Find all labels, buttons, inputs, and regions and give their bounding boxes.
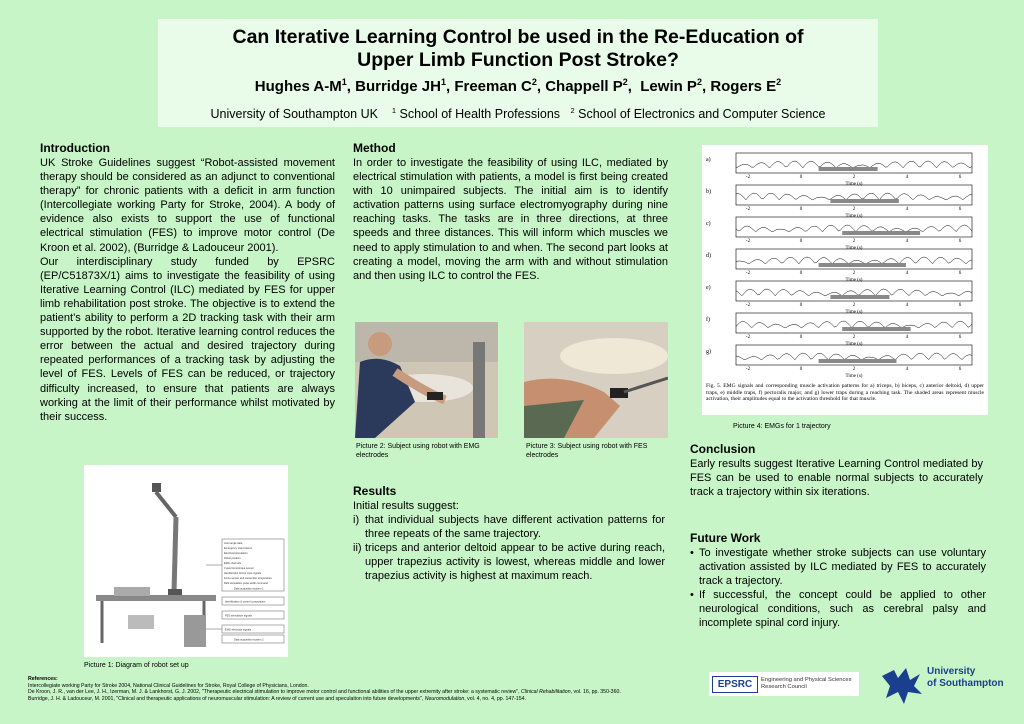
title-line-2: Upper Limb Function Post Stroke? [357, 49, 679, 71]
epsrc-name-line-2: Research Council [761, 684, 807, 690]
emg-tick-label: 2 [852, 239, 856, 244]
diagram-label: 3 axis force/torque sensor [224, 567, 254, 570]
reference-1: Intercollegiate working Party for Stroke 2004, National Clinical Guidelines for Stroke, Royal College of Physicians, London. [28, 682, 309, 689]
author-name: Burridge JH [355, 78, 441, 95]
method-section [353, 141, 668, 283]
future-work-item [690, 588, 986, 630]
robot-setup-diagram [84, 465, 288, 657]
emg-activation-area [842, 327, 910, 331]
emg-trace [736, 353, 972, 360]
diagram-label: Handle/wrist forces input signals [224, 572, 262, 575]
emg-trace [736, 225, 972, 232]
emg-tick-label: 2 [852, 367, 856, 372]
southampton-crest-icon [880, 664, 924, 706]
photo-emg-electrodes [355, 322, 498, 438]
emg-tick-label: 4 [905, 175, 909, 180]
emg-trace [736, 321, 972, 328]
diagram-label: FES stimulation pulse width command [224, 582, 268, 585]
introduction-paragraph-2: Our interdisciplinary study funded by EPSRC (EP/C51873X/1) aims to investigate the feasibility of using Iterative Learning Control (ILC) mediated by FES for upper limb rehabilitation post stroke. The objective is to extend the patient’s ability to perform a 2D tracking task with their arm supported by the robot. Iterative learning control reduces the error between the actual and desired trajectory during repeated performances of a tracking task by adjusting the level of FES. Levels of FES can be reduced, or trajectory difficulty increased, to ensure that patients are always working at the limit of their performance whilst motivated by their success. [40, 255, 335, 423]
future-work-list [690, 546, 986, 631]
emg-tick-label: 6 [958, 335, 962, 340]
picture-4-caption: Picture 4: EMGs for 1 trajectory [733, 423, 831, 430]
emg-tick-label: 0 [799, 367, 803, 372]
emg-tick-label: 4 [905, 303, 909, 308]
emg-panel-label: d) [706, 253, 711, 259]
emg-tick-label: 6 [958, 175, 962, 180]
diagram-label: Electrical stimulation [224, 552, 248, 555]
emg-time-label: Time (s) [845, 246, 863, 251]
emg-tick-label: 0 [799, 175, 803, 180]
affiliation-1: School of Health Professions [399, 107, 561, 122]
emg-activation-area [819, 359, 897, 363]
future-work-item-text: To investigate whether stroke subjects can use voluntary activation assisted by ILC mediated by FES to accurately track a trajectory. [699, 547, 986, 588]
title-block [158, 19, 878, 127]
emg-tick-label: 0 [799, 239, 803, 244]
emg-time-label: Time (s) [845, 182, 863, 187]
emg-time-label: Time (s) [845, 374, 863, 379]
emg-panel-label: g) [706, 349, 711, 355]
references [28, 676, 708, 702]
emg-tick-label: -2 [745, 271, 751, 276]
emg-panel-label: a) [706, 157, 711, 163]
results-intro: Initial results suggest: [353, 500, 459, 512]
author-separator: , [536, 78, 546, 95]
university-name: University of Southampton UK [210, 107, 378, 122]
emg-panel-label: b) [706, 189, 711, 195]
epsrc-name [761, 677, 859, 691]
reference-3-journal: Neuromodulation [424, 695, 465, 702]
author-affiliation-number: 2 [531, 77, 537, 87]
author-name: Rogers E [710, 78, 777, 95]
references-heading: References: [28, 676, 58, 682]
university-of-southampton-logo [880, 662, 1010, 706]
epsrc-name-line-1: Engineering and Physical Sciences [761, 677, 852, 683]
emg-tick-label: -2 [745, 207, 751, 212]
emg-tick-label: 2 [852, 303, 856, 308]
future-work-item [690, 546, 986, 588]
emg-tick-label: 6 [958, 207, 962, 212]
emg-tick-label: 0 [799, 207, 803, 212]
author-affiliation-number: 2 [776, 77, 782, 87]
emg-panel-label: f) [706, 317, 710, 323]
emg-tick-label: 4 [905, 335, 909, 340]
emg-activation-area [830, 295, 889, 299]
author-separator: , [627, 78, 641, 95]
diagram-label: EMG channels [224, 562, 242, 565]
reference-2-volume: , vol. 16, pp. 350-360. [570, 689, 621, 695]
results-heading: Results [353, 484, 397, 498]
results-item-marker: i) [353, 514, 360, 527]
photo-fes-svg [524, 322, 668, 438]
photo-emg-svg [355, 322, 498, 438]
author-affiliation-number: 2 [696, 77, 702, 87]
emg-activation-area [819, 263, 906, 267]
emg-tick-label: 4 [905, 271, 909, 276]
picture-2-caption: Picture 2: Subject using robot with EMG electrodes [356, 443, 480, 459]
emg-tick-label: -2 [745, 303, 751, 308]
emg-trace [736, 161, 972, 168]
university-wordmark [927, 666, 1017, 690]
author-name: Lewin P [640, 78, 697, 95]
emg-tick-label: 6 [958, 303, 962, 308]
emg-tick-label: -2 [745, 239, 751, 244]
results-section [353, 484, 665, 584]
affiliation-2: School of Electronics and Computer Science [578, 107, 826, 122]
author-separator: , [346, 78, 356, 95]
author-affiliation-number: 2 [622, 77, 628, 87]
aff2-number: 2 [570, 106, 575, 115]
reference-3-volume: , vol. 4, no. 4, pp. 147-154. [464, 695, 526, 702]
method-heading: Method [353, 141, 396, 155]
diagram-box-label: Identification & control computation [225, 600, 266, 604]
emg-figure-caption: Fig. 5. EMG signals and corresponding muscle activation patterns for a) triceps, b) biceps, c) anterior deltoid, d) upper traps, e) middle traps, f) pectoralis major, and g) lower traps during a reaching task. The shaded areas represent muscle activation, their amplitudes equal to the activation threshold for that muscle. [706, 383, 984, 403]
robot-diagram-svg [84, 465, 288, 657]
title-line-1: Can Iterative Learning Control be used in the Re-Education of [232, 26, 804, 48]
author-affiliation-number: 1 [440, 77, 446, 87]
emg-tick-label: -2 [745, 367, 751, 372]
emg-activation-area [830, 199, 898, 203]
future-work-section [690, 531, 986, 631]
epsrc-logo [709, 672, 859, 696]
future-work-heading: Future Work [690, 531, 761, 545]
author-separator: , [701, 78, 711, 95]
epsrc-mark: EPSRC [712, 676, 758, 693]
emg-tick-label: 2 [852, 335, 856, 340]
diagram-box-label: Data acquisition system 2 [234, 638, 264, 642]
results-list [353, 513, 665, 583]
results-item [353, 513, 665, 541]
emg-activation-area [842, 231, 920, 235]
results-item-text: that individual subjects have different activation patterns for three repeats of the same trajectory. [365, 514, 665, 541]
picture-3-caption: Picture 3: Subject using robot with FES electrodes [526, 443, 648, 459]
emg-trace [736, 193, 972, 200]
emg-figure-svg [702, 145, 988, 415]
results-item [353, 541, 665, 583]
introduction-section [40, 141, 335, 424]
diagram-label: Robot position [224, 557, 241, 560]
emg-tick-label: 6 [958, 367, 962, 372]
introduction-heading: Introduction [40, 141, 110, 155]
future-work-item-text: If successful, the concept could be applied to other neurological conditions, such as cerebral palsy and incomplete spinal cord injury. [699, 589, 986, 630]
results-item-text: triceps and anterior deltoid appear to be active during reach, upper trapezius activity is lowest, whereas middle and lower trapezius activity is highest at maximum reach. [365, 542, 665, 583]
emg-tick-label: 4 [905, 207, 909, 212]
emg-time-label: Time (s) [845, 278, 863, 283]
reference-2-journal: Clinical Rehabilitation [520, 689, 571, 695]
emg-trace [736, 289, 972, 296]
introduction-paragraph-1: UK Stroke Guidelines suggest “Robot-assisted movement therapy should be considered as an adjunct to conventional therapy” for chronic patients with a deficit in arm function (Intercollegiate working Party for Stroke, 2004). A body of evidence also exists to support the use of functional electrical stimulation (FES) to improve motor control (De Kroon et al. 2002), (Burridge & Ladouceur 2001). [40, 157, 335, 254]
emg-time-label: Time (s) [845, 310, 863, 315]
emg-tick-label: 2 [852, 207, 856, 212]
author-list [158, 73, 878, 96]
picture-1-caption: Picture 1: Diagram of robot set up [84, 662, 189, 669]
diagram-box-label: Data acquisition system 1 [234, 587, 264, 591]
affiliations [158, 103, 878, 122]
emg-panel-label: e) [706, 285, 711, 291]
emg-time-label: Time (s) [845, 214, 863, 219]
emg-figure [702, 145, 988, 415]
emg-tick-label: 2 [852, 175, 856, 180]
aff1-number: 1 [391, 106, 397, 115]
poster-title [158, 26, 878, 72]
author-affiliation-number: 1 [341, 77, 347, 87]
university-wordmark-line-2: of Southampton [927, 678, 1004, 689]
author-name: Chappell P [545, 78, 623, 95]
emg-activation-area [819, 167, 878, 171]
conclusion-section [690, 442, 983, 499]
diagram-label: Joint angle data [224, 542, 243, 545]
conclusion-heading: Conclusion [690, 442, 756, 456]
diagram-box-label: EMG electrode signals [225, 628, 252, 632]
diagram-label: Force sensor and transmitter temperature [224, 577, 272, 580]
emg-tick-label: 4 [905, 239, 909, 244]
method-paragraph: In order to investigate the feasibility of using ILC, mediated by electrical stimulation with patients, a model is first being created with 10 unimpaired subjects. The initial aim is to identify activation patterns using surface electromyography during nine reaching tasks. The tasks are in three directions, at three speeds and three distances. This will inform which muscles we need to apply stimulation to and when. The second part looks at creating a model, moving the arm with and without stimulation and then using ILC to control the FES. [353, 157, 668, 282]
author-separator: , [445, 78, 455, 95]
emg-tick-label: 6 [958, 239, 962, 244]
reference-2-text: De Kroon, J. R., van der Lee, J. H., Izerman, M. J. & Lankhorst, G. J. 2002, "Therapeutic electrical stimulation to improve motor control and functional abilities of the upper extremity after stroke: a systematic review", [28, 689, 520, 695]
photo-fes-electrodes [524, 322, 668, 438]
emg-tick-label: 2 [852, 271, 856, 276]
emg-panel-label: c) [706, 221, 711, 227]
author-name: Freeman C [454, 78, 532, 95]
emg-tick-label: 6 [958, 271, 962, 276]
emg-tick-label: -2 [745, 335, 751, 340]
diagram-label: Emergency stop buttons [224, 547, 252, 550]
emg-tick-label: 0 [799, 335, 803, 340]
author-name: Hughes A-M [254, 78, 342, 95]
diagram-box-label: FES stimulation signals [225, 614, 252, 618]
emg-tick-label: 0 [799, 271, 803, 276]
bullet-icon: • [690, 589, 694, 602]
results-item-marker: ii) [353, 542, 362, 555]
emg-time-label: Time (s) [845, 342, 863, 347]
emg-tick-label: -2 [745, 175, 751, 180]
university-wordmark-line-1: University [927, 666, 976, 677]
bullet-icon: • [690, 547, 694, 559]
conclusion-paragraph: Early results suggest Iterative Learning Control mediated by FES can be used to enable normal subjects to accurately track a trajectory within six iterations. [690, 458, 983, 499]
emg-trace [736, 257, 972, 264]
reference-3 [28, 696, 708, 703]
emg-tick-label: 4 [905, 367, 909, 372]
reference-3-text: Burridge, J. H. & Ladouceur, M. 2001, "Clinical and therapeutic applications of neuromuscular stimulation: A review of current use and speculation into future developments", [28, 695, 424, 702]
emg-tick-label: 0 [799, 303, 803, 308]
